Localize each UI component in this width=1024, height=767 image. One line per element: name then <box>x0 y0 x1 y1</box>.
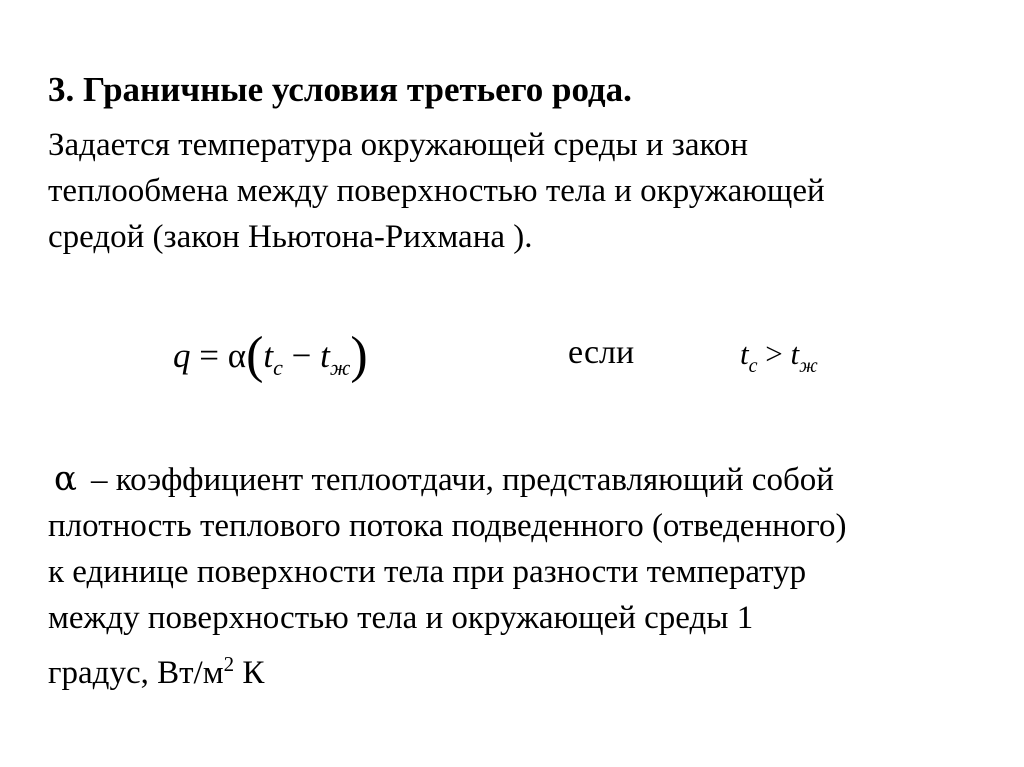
condition-t-fluid: t <box>790 336 800 371</box>
formula-t-fluid: t <box>320 336 330 375</box>
definition-line-3: к единице поверхности тела при разности температур <box>48 554 807 590</box>
definition-line-5 <box>48 641 846 696</box>
units-kelvin: К <box>234 655 265 691</box>
intro-line-3: средой (закон Ньютона-Рихмана ). <box>48 219 533 255</box>
intro-line-2: теплообмена между поверхностью тела и окружающей <box>48 173 825 209</box>
definition-line-2: плотность теплового потока подведенного (отведенного) <box>48 508 847 544</box>
condition-sub-zh: ж <box>799 355 818 377</box>
intro-paragraph <box>48 122 825 260</box>
condition-greater: > <box>765 336 783 371</box>
intro-line-1: Задается температура окружающей среды и закон <box>48 127 749 163</box>
formula-minus: − <box>291 336 312 375</box>
condition-sub-c: c <box>748 355 758 377</box>
formula-sub-zh: ж <box>329 355 351 380</box>
units-superscript: 2 <box>223 652 235 676</box>
condition-formula <box>740 336 818 378</box>
units-text: градус, Вт/м <box>48 655 224 691</box>
slide-heading: 3. Граничные условия третьего рода. <box>48 70 632 109</box>
formula-q: q <box>173 336 191 375</box>
newton-richmann-formula <box>173 326 368 385</box>
formula-right-paren: ) <box>350 327 368 384</box>
definition-line-4: между поверхностью тела и окружающей среды 1 <box>48 600 754 636</box>
formula-left-paren: ( <box>246 327 264 384</box>
formula-sub-c: c <box>273 355 283 380</box>
condition-t-surface: t <box>740 336 749 371</box>
condition-word: если <box>568 334 635 371</box>
definition-line-1 <box>48 456 846 503</box>
definition-paragraph <box>48 456 846 696</box>
formula-equals: = <box>199 336 219 375</box>
definition-line-1-text: – коэффициент теплоотдачи, представляющий собой <box>90 462 834 498</box>
formula-alpha: α <box>227 336 247 375</box>
alpha-symbol: α <box>54 459 77 499</box>
formula-t-surface: t <box>263 336 274 375</box>
